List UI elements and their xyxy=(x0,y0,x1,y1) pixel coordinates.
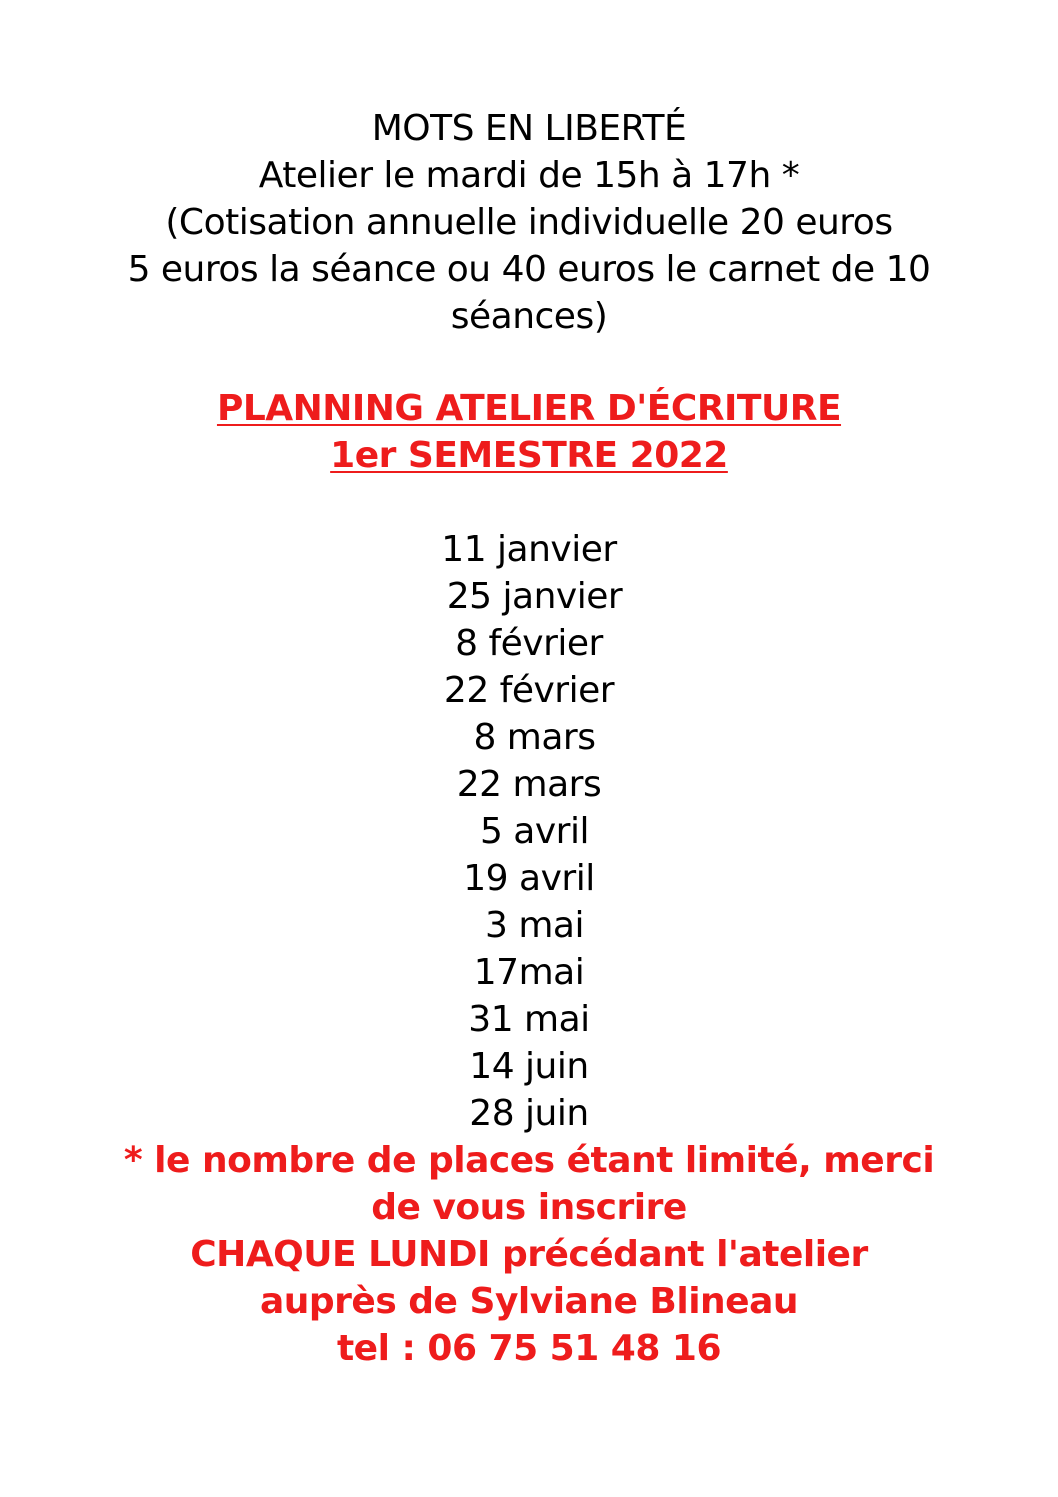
schedule-line: Atelier le mardi de 15h à 17h * xyxy=(258,155,800,196)
notice-line: * le nombre de places étant limité, merci xyxy=(123,1140,935,1181)
date-item: 5 avril xyxy=(469,811,589,852)
date-item: 25 janvier xyxy=(435,576,623,617)
phone-number: tel : 06 75 51 48 16 xyxy=(336,1328,722,1369)
date-item: 14 juin xyxy=(469,1046,589,1087)
date-item: 31 mai xyxy=(468,999,590,1040)
date-item: 22 février xyxy=(443,670,615,711)
date-item: 11 janvier xyxy=(441,529,617,570)
date-item: 8 mars xyxy=(462,717,596,758)
date-item: 17mai xyxy=(473,952,585,993)
fee-line: (Cotisation annuelle individuelle 20 euros xyxy=(165,202,893,243)
semester-title: 1er SEMESTRE 2022 xyxy=(330,435,728,476)
notice-line: de vous inscrire xyxy=(371,1187,687,1228)
fee-line: 5 euros la séance ou 40 euros le carnet de 10 xyxy=(127,249,931,290)
notice-line: auprès de Sylviane Blineau xyxy=(259,1281,799,1322)
date-item: 28 juin xyxy=(469,1093,589,1134)
date-item: 8 février xyxy=(455,623,603,664)
date-item: 22 mars xyxy=(456,764,602,805)
flyer-title: MOTS EN LIBERTÉ xyxy=(371,108,687,149)
planning-title: PLANNING ATELIER D'ÉCRITURE xyxy=(216,388,842,429)
date-item: 19 avril xyxy=(463,858,595,899)
fee-line: séances) xyxy=(450,296,608,337)
notice-line: CHAQUE LUNDI précédant l'atelier xyxy=(190,1234,868,1275)
date-item: 3 mai xyxy=(474,905,584,946)
